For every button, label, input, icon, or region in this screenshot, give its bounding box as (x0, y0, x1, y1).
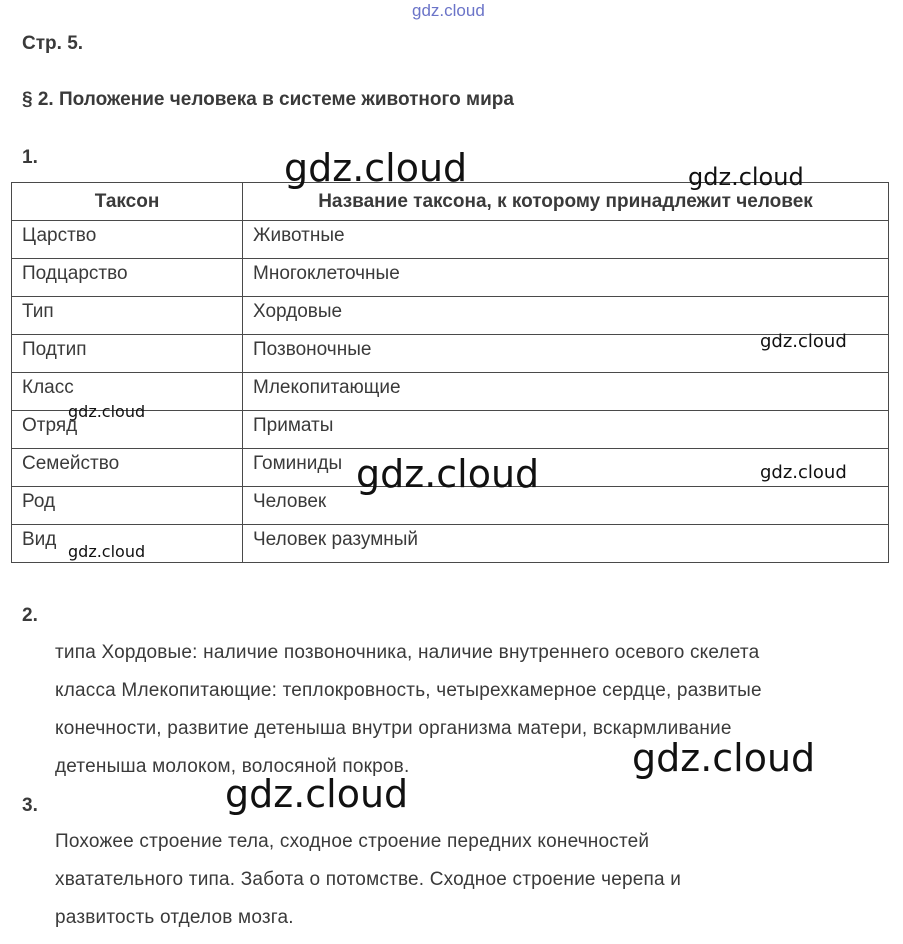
taxon-name-cell: Приматы (243, 411, 889, 449)
page-reference: Стр. 5. (22, 33, 84, 54)
table-header-taxon-name: Название таксона, к которому принадлежит человек (243, 183, 889, 221)
top-watermark: gdz.cloud (412, 1, 485, 20)
taxon-table (11, 182, 889, 563)
table-row (12, 221, 889, 259)
taxon-cell: Подцарство (12, 259, 243, 297)
watermark: gdz.cloud (632, 736, 816, 780)
taxon-cell: Род (12, 487, 243, 525)
taxon-name-cell: Хордовые (243, 297, 889, 335)
question-3-answer (55, 823, 875, 937)
taxon-name-cell: Человек (243, 487, 889, 525)
watermark: gdz.cloud (284, 146, 468, 190)
taxon-cell: Вид (12, 525, 243, 563)
taxon-cell: Тип (12, 297, 243, 335)
taxon-name-cell: Человек разумный (243, 525, 889, 563)
table-header-taxon: Таксон (12, 183, 243, 221)
taxon-cell: Класс (12, 373, 243, 411)
section-title: § 2. Положение человека в системе животного мира (22, 89, 514, 110)
watermark: gdz.cloud (760, 462, 847, 483)
taxon-name-cell: Млекопитающие (243, 373, 889, 411)
question-1-number: 1. (22, 147, 38, 168)
taxon-cell: Царство (12, 221, 243, 259)
watermark: gdz.cloud (225, 772, 409, 816)
answer-line: развитость отделов мозга. (55, 907, 294, 928)
table-row (12, 297, 889, 335)
taxon-cell: Отряд (12, 411, 243, 449)
taxon-cell: Подтип (12, 335, 243, 373)
answer-line: хватательного типа. Забота о потомстве. Сходное строение черепа и (55, 869, 682, 890)
taxon-name-cell: Гоминиды (243, 449, 889, 487)
question-2-number: 2. (22, 605, 38, 626)
table-row (12, 259, 889, 297)
taxon-name-cell: Многоклеточные (243, 259, 889, 297)
watermark: gdz.cloud (68, 542, 146, 561)
taxon-name-cell: Животные (243, 221, 889, 259)
answer-line: типа Хордовые: наличие позвоночника, наличие внутреннего осевого скелета (55, 642, 760, 663)
answer-line: класса Млекопитающие: теплокровность, четырехкамерное сердце, развитые (55, 680, 762, 701)
watermark: gdz.cloud (688, 163, 804, 191)
table-row (12, 335, 889, 373)
answer-line: конечности, развитие детеныша внутри организма матери, вскармливание (55, 718, 732, 739)
answer-line: детеныша молоком, волосяной покров. (55, 756, 410, 777)
taxon-cell: Семейство (12, 449, 243, 487)
watermark: gdz.cloud (760, 331, 847, 352)
question-3-number: 3. (22, 795, 38, 816)
watermark: gdz.cloud (356, 452, 540, 496)
watermark: gdz.cloud (68, 402, 146, 421)
taxon-name-cell: Позвоночные (243, 335, 889, 373)
answer-line: Похожее строение тела, сходное строение передних конечностей (55, 831, 650, 852)
